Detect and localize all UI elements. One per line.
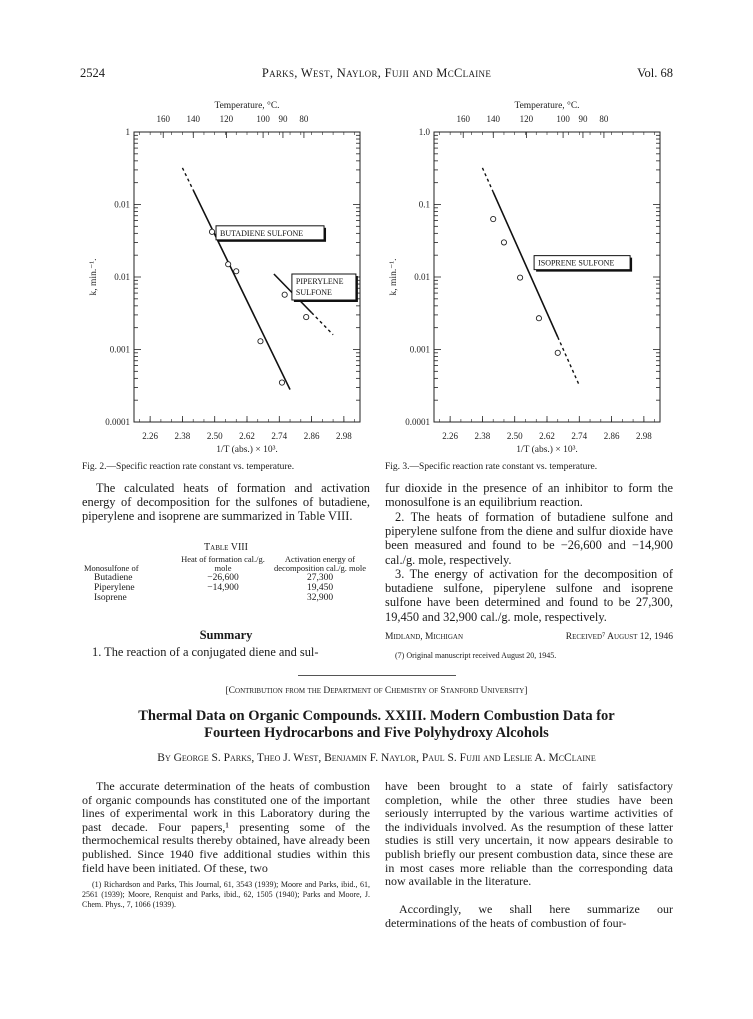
series-label: ISOPRENE SULFONE — [538, 258, 615, 268]
y-tick-label: 0.01 — [414, 272, 430, 282]
top-tick-label: 80 — [599, 114, 609, 124]
y-tick-label: 0.0001 — [105, 417, 130, 427]
x-tick-label: 2.38 — [474, 431, 491, 441]
x-tick-label: 2.38 — [174, 431, 191, 441]
y-tick-label: 0.1 — [418, 199, 430, 210]
right-paragraph-3: 3. The energy of activation for the decomposition of butadiene sulfone, piperylene sulfone and isoprene sulfone have been determined and found to be 27,300, 19,450 and 32,900 cal./g. mole, respectively. — [385, 567, 673, 624]
top-axis-label: Temperature, °C. — [514, 101, 580, 111]
top-tick-label: 80 — [299, 114, 309, 124]
x-tick-label: 2.62 — [539, 431, 555, 441]
x-tick-label: 2.26 — [142, 431, 159, 441]
data-point — [536, 316, 541, 321]
data-point — [279, 380, 284, 385]
table-title: Table VIII — [204, 542, 248, 553]
table-cell: 27,300 — [306, 573, 334, 583]
table-header-cell: Heat of formation cal./g. mole — [181, 554, 265, 573]
y-tick-label: 0.001 — [409, 344, 430, 355]
top-tick-label: 120 — [219, 114, 234, 124]
top-tick-label: 100 — [556, 114, 570, 124]
y-tick-label: 0.0001 — [405, 417, 430, 427]
table-row — [82, 583, 370, 593]
authors: By George S. Parks, Theo J. West, Benjamin F. Naylor, Paul S. Fujii and Leslie A. McClaine — [157, 752, 596, 764]
right-paragraph-1: fur dioxide in the presence of an inhibitor to form the monosulfone is an equilibrium reaction. — [385, 481, 673, 510]
left-paragraph: The calculated heats of formation and activation energy of decomposition for the sulfones of butadiene, piperylene and isoprene are summarized in Table VIII. — [82, 481, 370, 524]
x-tick-label: 2.62 — [239, 431, 255, 441]
y-tick-label: 0.001 — [109, 344, 130, 355]
article-right-body-2: Accordingly, we shall here summarize our determinations of the heats of combustion of four- — [385, 902, 673, 930]
data-point — [209, 229, 214, 234]
location: Midland, Michigan — [385, 632, 464, 642]
data-point — [234, 269, 239, 274]
summary-heading: Summary — [199, 628, 253, 642]
table-header-cell: Activation energy of decomposition cal./g. mole — [273, 554, 367, 573]
figure-3-caption: Fig. 3.—Specific reaction rate constant vs. temperature. — [385, 462, 598, 472]
received-date: Received⁷ August 12, 1946 — [565, 632, 673, 642]
y-tick-label: 0.01 — [114, 272, 130, 282]
data-point — [555, 350, 560, 355]
series-line-dashed — [312, 313, 334, 335]
x-tick-label: 2.50 — [506, 431, 523, 441]
data-point — [282, 292, 287, 297]
x-tick-label: 2.86 — [603, 431, 620, 441]
table-cell: Piperylene — [94, 583, 135, 593]
series-label: BUTADIENE SULFONE — [220, 228, 304, 238]
summary-item-1: 1. The reaction of a conjugated diene and sul- — [92, 645, 319, 659]
table-header-cell: Monosulfone of — [84, 563, 139, 573]
article-title-line-2: Fourteen Hydrocarbons and Five Polyhydroxy Alcohols — [204, 725, 549, 741]
data-point — [517, 275, 522, 280]
table-row — [82, 573, 370, 583]
footnote-7: (7) Original manuscript received August 20, 1945. — [395, 651, 557, 660]
table-cell: −26,600 — [207, 573, 239, 583]
y-axis-label: k, min.⁻¹. — [89, 258, 99, 296]
series-line-dashed — [482, 168, 493, 192]
contribution-line: [Contribution from the Department of Chemistry of Stanford University] — [225, 686, 528, 696]
table-cell: −14,900 — [207, 583, 239, 593]
table-header-row — [82, 555, 370, 573]
figure-3 — [389, 100, 660, 455]
volume-label: Vol. 68 — [637, 66, 673, 80]
top-tick-label: 120 — [519, 114, 534, 124]
data-point — [501, 240, 506, 245]
figure-2-caption: Fig. 2.—Specific reaction rate constant vs. temperature. — [82, 462, 295, 472]
top-axis-label: Temperature, °C. — [214, 101, 280, 111]
article-title-line-1: Thermal Data on Organic Compounds. XXIII. Modern Combustion Data for — [138, 708, 615, 724]
right-paragraph-2: 2. The heats of formation of butadiene sulfone and piperylene sulfone from the diene and sulfur dioxide have been measured and found to be −26,600 and −14,900 cal./g. mole, respectively. — [385, 510, 673, 567]
section-rule — [298, 675, 456, 676]
table-cell — [176, 593, 270, 603]
top-tick-label: 90 — [578, 114, 588, 124]
top-tick-label: 160 — [156, 114, 170, 124]
table-cell: 19,450 — [306, 583, 334, 593]
top-tick-label: 100 — [256, 114, 270, 124]
data-point — [491, 216, 496, 221]
x-tick-label: 2.98 — [335, 431, 352, 441]
x-tick-label: 2.98 — [635, 431, 652, 441]
figures-area — [0, 0, 753, 480]
y-tick-label: 1 — [125, 127, 130, 137]
data-point — [258, 339, 263, 344]
table-cell: Butadiene — [94, 573, 133, 583]
x-tick-label: 2.74 — [271, 431, 288, 441]
data-point — [304, 314, 309, 319]
x-tick-label: 2.74 — [571, 431, 588, 441]
data-point — [226, 262, 231, 267]
figure-2 — [89, 100, 360, 455]
series-line-dashed — [182, 168, 193, 190]
y-tick-label: 0.01 — [114, 199, 130, 210]
data-table — [82, 555, 370, 603]
table-cell: Isoprene — [94, 593, 127, 603]
top-tick-label: 90 — [278, 114, 288, 124]
top-tick-label: 140 — [486, 114, 501, 124]
series-line-dashed — [558, 337, 580, 385]
y-tick-label: 1.0 — [418, 127, 430, 137]
y-axis-label: k, min.⁻¹. — [389, 258, 399, 296]
series-line — [193, 190, 290, 390]
x-tick-label: 2.86 — [303, 431, 320, 441]
running-title: Parks, West, Naylor, Fujii and McClaine — [261, 66, 492, 80]
article-left-body: The accurate determination of the heats of combustion of organic compounds has constituted one of the important lines of experimental work in this Laboratory during the past decade. Four papers,¹ presenting some of the thermochemical results thereby obtained, have already been published. Since 1940 five additional studies within this field have been initiated. Of these, two — [82, 779, 370, 875]
page-number: 2524 — [80, 66, 105, 80]
x-tick-label: 2.26 — [442, 431, 459, 441]
top-tick-label: 160 — [456, 114, 470, 124]
article-title — [0, 708, 753, 742]
series-label: PIPERYLENE — [295, 276, 344, 286]
article-right-body: have been brought to a state of fairly satisfactory completion, while the other three studies have been seriously interrupted by the various wartime activities of the individuals involved. As the resumption of these latter studies is still very uncertain, it now appears desirable to publish briefly our present combustion data, since these are in most cases more reliable than the corresponding data now available in the literature. — [385, 779, 673, 889]
table-row — [82, 593, 370, 603]
top-tick-label: 140 — [186, 114, 201, 124]
footnote-1: (1) Richardson and Parks, This Journal, 61, 3543 (1939); Moore and Parks, ibid., 61, 2561 (1939); Moore, Renquist and Parks, ibid., 62, 1505 (1940); Parks and Moore, J. Chem. Phys., 7, 1066 (1939). — [82, 880, 370, 909]
series-label: SULFONE — [295, 287, 332, 297]
x-axis-label: 1/T (abs.) × 10³. — [216, 445, 278, 455]
plot-frame — [434, 132, 660, 422]
x-tick-label: 2.50 — [206, 431, 223, 441]
table-cell: 32,900 — [306, 593, 334, 603]
x-axis-label: 1/T (abs.) × 10³. — [516, 445, 578, 455]
